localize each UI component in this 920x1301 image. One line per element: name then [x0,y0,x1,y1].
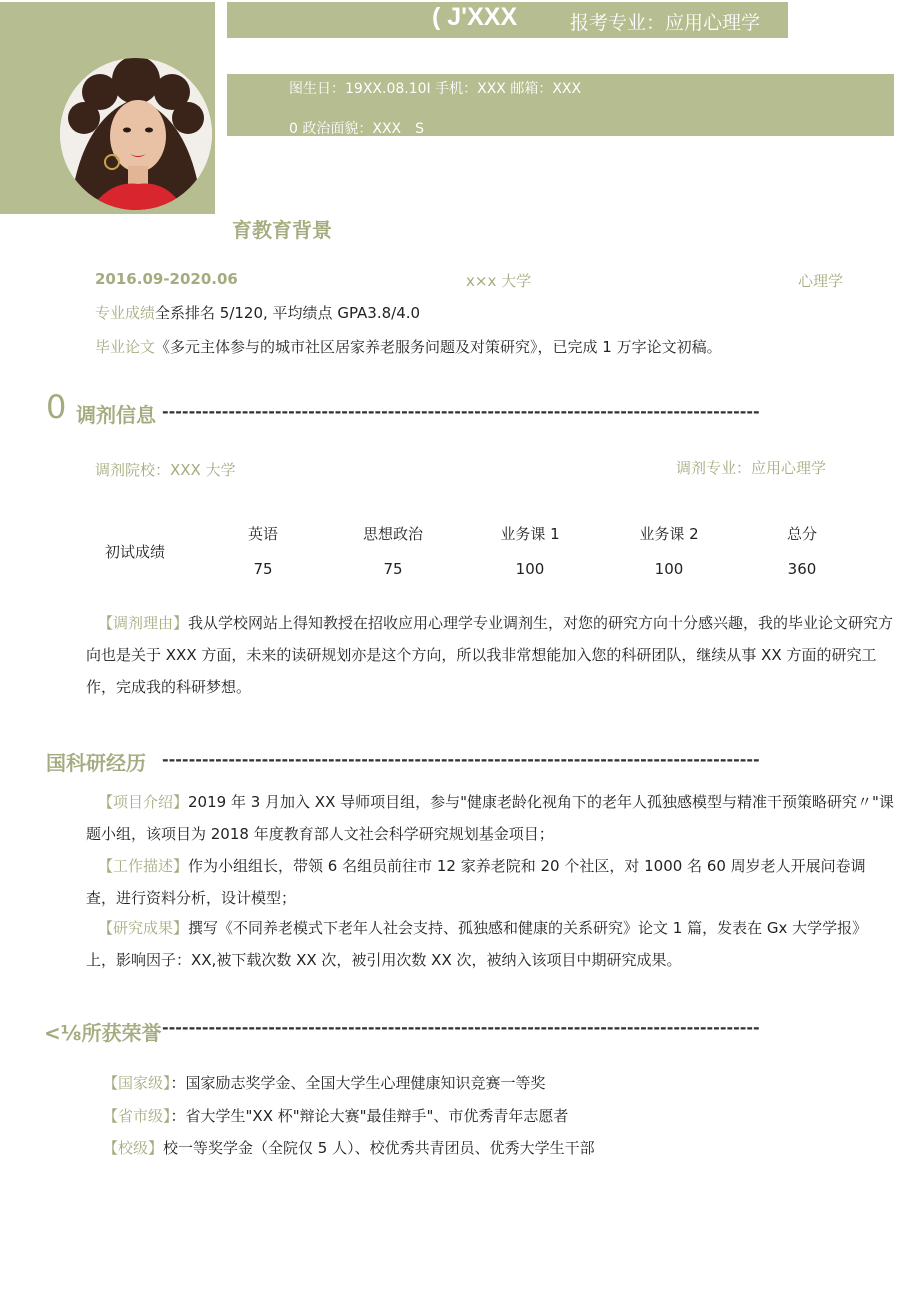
adjustment-reason [86,607,894,703]
reason-label: 【调剂理由】 [98,614,189,632]
grade-label: 专业成绩 [95,304,156,322]
section-divider: ------------------------------------------------------------------------------------------ [162,750,760,769]
thesis-line [95,336,722,357]
score-value-course1: 100 [515,560,545,578]
research-item [86,912,894,976]
honor-label: 【省市级】 [103,1107,171,1125]
research-item [86,786,894,850]
political-status: 0 政治面貌：XXX S [289,121,425,137]
honor-text: ：国家励志奖学金、全国大学生心理健康知识竞赛一等奖 [170,1074,546,1092]
honors-title: <⅛所获荣誉 [44,1021,162,1045]
research-item-text: 撰写《不同养老模式下老年人社会支持、孤独感和健康的关系研究》论文 1 篇，发表在 Gx 大学学报》上，影响因子：XX,被下载次数 XX 次，被引用次数 XX 次，被纳入该项目中期研究成果。 [86,919,868,969]
adjustment-major: 调剂专业：应用心理学 [676,459,827,477]
score-value-politics: 75 [383,560,403,578]
score-header-english: 英语 [247,525,278,543]
applicant-name: ( J'XXX [432,3,518,31]
research-item-label: 【项目介绍】 [98,793,189,811]
research-item-label: 【研究成果】 [98,919,189,937]
reason-text: 我从学校网站上得知教授在招收应用心理学专业调剂生，对您的研究方向十分感兴趣，我的毕业论文研究方向也是关于 XXX 方面，未来的读研规划亦是这个方向，所以我非常想能加入您的科研团队，继续从事 XX 方面的研究工作，完成我的科研梦想。 [86,614,894,696]
section-divider: ------------------------------------------------------------------------------------------ [162,402,760,421]
adjustment-title-prefix: 0 [46,388,67,426]
thesis-label: 毕业论文 [95,338,156,356]
score-header-total: 总分 [786,525,817,543]
honor-item [103,1137,595,1158]
education-period: 2016.09-2020.06 [95,270,238,288]
adjustment-school: 调剂院校：XXX 大学 [95,461,236,479]
grade-line [95,302,420,323]
education-subject: 心理学 [798,272,844,290]
research-item [86,850,894,914]
score-header-course1: 业务课 1 [500,525,560,543]
research-item-text: 2019 年 3 月加入 XX 导师项目组，参与"健康老龄化视角下的老年人孤独感模型与精准干预策略研究〃"课题小组，该项目为 2018 年度教育部人文社会科学研究规划基金项目； [86,793,894,843]
thesis-value: 《多元主体参与的城市社区居家养老服务问题及对策研究》，已完成 1 万字论文初稿。 [155,338,722,356]
score-value-total: 360 [787,560,817,578]
honor-item [103,1072,546,1093]
score-value-english: 75 [253,560,273,578]
research-title: 国科研经历 [46,751,146,775]
score-label: 初试成绩 [105,543,166,561]
honor-item [103,1105,568,1126]
applied-major: 报考专业：应用心理学 [570,12,761,34]
honor-text: ：省大学生"XX 杯"辩论大赛"最佳辩手"、市优秀青年志愿者 [170,1107,569,1125]
portrait-image [60,58,212,210]
honor-label: 【校级】 [103,1139,164,1157]
honor-text: 校一等奖学金（全院仅 5 人）、校优秀共青团员、优秀大学生干部 [163,1139,595,1157]
research-item-label: 【工作描述】 [98,857,189,875]
score-value-course2: 100 [654,560,684,578]
education-school: x×x 大学 [466,272,532,290]
contact-info: 图生日：19XX.08.10I 手机：XXX 邮箱：XXX [289,81,582,97]
education-title: 育教育背景 [232,218,332,242]
research-item-text: 作为小组组长，带领 6 名组员前往市 12 家养老院和 20 个社区，对 1000 名 60 周岁老人开展问卷调查，进行资料分析，设计模型； [86,857,866,907]
grade-value: 全系排名 5/120, 平均绩点 GPA3.8/4.0 [155,304,421,322]
honor-label: 【国家级】 [103,1074,171,1092]
avatar [60,58,212,210]
section-divider: ------------------------------------------------------------------------------------------ [162,1018,760,1037]
score-header-course2: 业务课 2 [639,525,699,543]
score-header-politics: 思想政治 [362,525,423,543]
adjustment-title: 调剂信息 [76,403,156,427]
